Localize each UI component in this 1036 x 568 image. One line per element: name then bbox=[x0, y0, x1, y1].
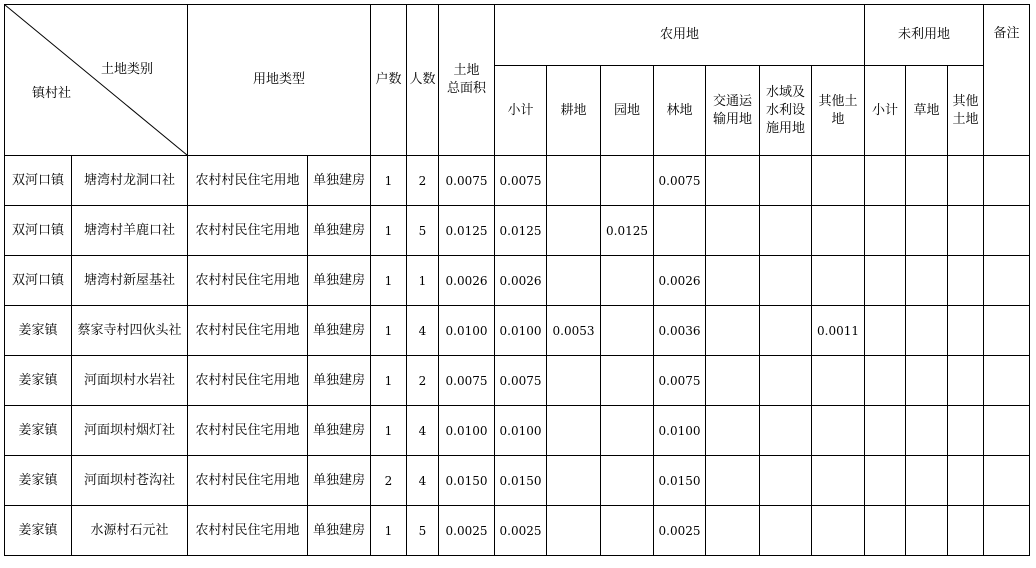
water-header-line1: 水域及 bbox=[765, 84, 805, 100]
agri-subtotal-cell: 0.0025 bbox=[495, 506, 547, 556]
transport-cell bbox=[706, 506, 760, 556]
agri-subtotal-cell: 0.0075 bbox=[495, 156, 547, 206]
build-type-cell: 单独建房 bbox=[308, 406, 371, 456]
other-unused-header-line1: 其他 bbox=[952, 93, 979, 109]
cultivated-cell bbox=[547, 456, 601, 506]
water-cell bbox=[760, 356, 812, 406]
transport-cell bbox=[706, 356, 760, 406]
water-cell bbox=[760, 306, 812, 356]
garden-cell bbox=[601, 406, 654, 456]
town-cell: 姜家镇 bbox=[5, 356, 72, 406]
forest-cell bbox=[654, 206, 706, 256]
unused-subtotal-cell bbox=[865, 506, 906, 556]
persons-cell: 4 bbox=[407, 406, 439, 456]
build-type-cell: 单独建房 bbox=[308, 256, 371, 306]
remarks-cell bbox=[984, 156, 1030, 206]
diagonal-line bbox=[5, 5, 187, 155]
forest-cell: 0.0075 bbox=[654, 356, 706, 406]
other-agri-cell bbox=[812, 356, 865, 406]
village-cell: 塘湾村新屋基社 bbox=[72, 256, 188, 306]
water-cell bbox=[760, 406, 812, 456]
transport-cell bbox=[706, 156, 760, 206]
garden-cell bbox=[601, 506, 654, 556]
build-type-cell: 单独建房 bbox=[308, 306, 371, 356]
grass-cell bbox=[906, 256, 948, 306]
build-type-cell: 单独建房 bbox=[308, 156, 371, 206]
other-agri-header-line2: 地 bbox=[831, 111, 845, 127]
agri-subtotal-cell: 0.0150 bbox=[495, 456, 547, 506]
cultivated-cell bbox=[547, 206, 601, 256]
total-area-cell: 0.0100 bbox=[439, 306, 495, 356]
garden-cell bbox=[601, 456, 654, 506]
persons-cell: 2 bbox=[407, 156, 439, 206]
other-agri-cell bbox=[812, 406, 865, 456]
table-row bbox=[5, 506, 1030, 556]
use-type-cell: 农村村民住宅用地 bbox=[188, 356, 308, 406]
water-header bbox=[760, 66, 812, 156]
total-area-header-line2: 总面积 bbox=[446, 81, 486, 96]
other-agri-cell bbox=[812, 156, 865, 206]
remarks-cell bbox=[984, 306, 1030, 356]
unused-subtotal-cell bbox=[865, 256, 906, 306]
total-area-header-line1: 土地 bbox=[453, 63, 480, 78]
transport-cell bbox=[706, 256, 760, 306]
agri-subtotal-cell: 0.0100 bbox=[495, 306, 547, 356]
garden-cell bbox=[601, 256, 654, 306]
households-cell: 1 bbox=[371, 506, 407, 556]
town-village-label: 镇村社 bbox=[32, 86, 72, 101]
grass-cell bbox=[906, 156, 948, 206]
use-type-cell: 农村村民住宅用地 bbox=[188, 456, 308, 506]
table-row bbox=[5, 306, 1030, 356]
garden-cell bbox=[601, 356, 654, 406]
other-agri-cell bbox=[812, 506, 865, 556]
town-cell: 双河口镇 bbox=[5, 156, 72, 206]
agri-subtotal-header: 小计 bbox=[495, 66, 547, 156]
other-agri-header bbox=[812, 66, 865, 156]
other-unused-cell bbox=[948, 306, 984, 356]
water-header-line3: 施用地 bbox=[765, 120, 805, 136]
diagonal-header-cell bbox=[5, 5, 188, 156]
households-cell: 1 bbox=[371, 256, 407, 306]
other-unused-cell bbox=[948, 506, 984, 556]
grass-cell bbox=[906, 356, 948, 406]
water-cell bbox=[760, 156, 812, 206]
total-area-cell: 0.0075 bbox=[439, 356, 495, 406]
table-row bbox=[5, 406, 1030, 456]
table-row bbox=[5, 456, 1030, 506]
remarks-cell bbox=[984, 356, 1030, 406]
transport-header-line2: 输用地 bbox=[712, 111, 752, 127]
village-cell: 塘湾村龙洞口社 bbox=[72, 156, 188, 206]
land-category-label: 土地类别 bbox=[101, 62, 154, 77]
total-area-header bbox=[439, 5, 495, 156]
agri-subtotal-cell: 0.0075 bbox=[495, 356, 547, 406]
other-unused-cell bbox=[948, 406, 984, 456]
village-cell: 塘湾村羊鹿口社 bbox=[72, 206, 188, 256]
households-header: 户数 bbox=[371, 5, 407, 156]
other-agri-cell bbox=[812, 456, 865, 506]
unused-subtotal-cell bbox=[865, 306, 906, 356]
build-type-cell: 单独建房 bbox=[308, 456, 371, 506]
grass-cell bbox=[906, 306, 948, 356]
grass-header: 草地 bbox=[906, 66, 948, 156]
persons-cell: 5 bbox=[407, 206, 439, 256]
other-agri-cell bbox=[812, 256, 865, 306]
unused-land-header: 未利用地 bbox=[865, 5, 984, 66]
cultivated-cell bbox=[547, 156, 601, 206]
other-unused-header bbox=[948, 66, 984, 156]
transport-header-line1: 交通运 bbox=[712, 93, 752, 109]
remarks-cell bbox=[984, 406, 1030, 456]
cultivated-cell bbox=[547, 506, 601, 556]
other-unused-header-line2: 土地 bbox=[952, 111, 979, 127]
forest-cell: 0.0150 bbox=[654, 456, 706, 506]
table-row bbox=[5, 206, 1030, 256]
other-unused-cell bbox=[948, 256, 984, 306]
persons-cell: 4 bbox=[407, 306, 439, 356]
agri-subtotal-cell: 0.0100 bbox=[495, 406, 547, 456]
garden-cell: 0.0125 bbox=[601, 206, 654, 256]
village-cell: 河面坝村烟灯社 bbox=[72, 406, 188, 456]
other-agri-cell: 0.0011 bbox=[812, 306, 865, 356]
build-type-cell: 单独建房 bbox=[308, 506, 371, 556]
grass-cell bbox=[906, 506, 948, 556]
households-cell: 2 bbox=[371, 456, 407, 506]
garden-cell bbox=[601, 156, 654, 206]
remarks-header: 备注 bbox=[984, 5, 1030, 156]
remarks-cell bbox=[984, 456, 1030, 506]
water-cell bbox=[760, 256, 812, 306]
town-cell: 双河口镇 bbox=[5, 256, 72, 306]
land-use-table bbox=[4, 4, 1030, 556]
town-cell: 姜家镇 bbox=[5, 306, 72, 356]
water-cell bbox=[760, 506, 812, 556]
transport-cell bbox=[706, 456, 760, 506]
households-cell: 1 bbox=[371, 356, 407, 406]
unused-subtotal-header: 小计 bbox=[865, 66, 906, 156]
water-cell bbox=[760, 206, 812, 256]
use-type-cell: 农村村民住宅用地 bbox=[188, 256, 308, 306]
transport-cell bbox=[706, 206, 760, 256]
remarks-cell bbox=[984, 206, 1030, 256]
village-cell: 蔡家寺村四伙头社 bbox=[72, 306, 188, 356]
cultivated-header: 耕地 bbox=[547, 66, 601, 156]
grass-cell bbox=[906, 206, 948, 256]
total-area-cell: 0.0100 bbox=[439, 406, 495, 456]
town-cell: 姜家镇 bbox=[5, 506, 72, 556]
use-type-cell: 农村村民住宅用地 bbox=[188, 506, 308, 556]
persons-cell: 5 bbox=[407, 506, 439, 556]
use-type-cell: 农村村民住宅用地 bbox=[188, 306, 308, 356]
persons-header: 人数 bbox=[407, 5, 439, 156]
remarks-cell bbox=[984, 506, 1030, 556]
total-area-cell: 0.0026 bbox=[439, 256, 495, 306]
total-area-cell: 0.0125 bbox=[439, 206, 495, 256]
agri-subtotal-cell: 0.0125 bbox=[495, 206, 547, 256]
garden-cell bbox=[601, 306, 654, 356]
forest-cell: 0.0100 bbox=[654, 406, 706, 456]
households-cell: 1 bbox=[371, 156, 407, 206]
unused-subtotal-cell bbox=[865, 206, 906, 256]
other-unused-cell bbox=[948, 206, 984, 256]
total-area-cell: 0.0025 bbox=[439, 506, 495, 556]
other-agri-cell bbox=[812, 206, 865, 256]
persons-cell: 4 bbox=[407, 456, 439, 506]
use-type-cell: 农村村民住宅用地 bbox=[188, 406, 308, 456]
town-cell: 双河口镇 bbox=[5, 206, 72, 256]
table-row bbox=[5, 256, 1030, 306]
town-cell: 姜家镇 bbox=[5, 406, 72, 456]
forest-cell: 0.0026 bbox=[654, 256, 706, 306]
cultivated-cell bbox=[547, 406, 601, 456]
agri-subtotal-cell: 0.0026 bbox=[495, 256, 547, 306]
unused-subtotal-cell bbox=[865, 456, 906, 506]
remarks-cell bbox=[984, 256, 1030, 306]
village-cell: 水源村石元社 bbox=[72, 506, 188, 556]
other-unused-cell bbox=[948, 456, 984, 506]
cultivated-cell: 0.0053 bbox=[547, 306, 601, 356]
other-unused-cell bbox=[948, 156, 984, 206]
unused-subtotal-cell bbox=[865, 156, 906, 206]
households-cell: 1 bbox=[371, 306, 407, 356]
build-type-cell: 单独建房 bbox=[308, 356, 371, 406]
use-type-cell: 农村村民住宅用地 bbox=[188, 206, 308, 256]
forest-cell: 0.0075 bbox=[654, 156, 706, 206]
forest-cell: 0.0025 bbox=[654, 506, 706, 556]
other-agri-header-line1: 其他土 bbox=[818, 93, 858, 109]
water-header-line2: 水利设 bbox=[765, 102, 805, 118]
build-type-cell: 单独建房 bbox=[308, 206, 371, 256]
forest-cell: 0.0036 bbox=[654, 306, 706, 356]
agricultural-land-header: 农用地 bbox=[495, 5, 865, 66]
persons-cell: 2 bbox=[407, 356, 439, 406]
header-row-1 bbox=[5, 5, 1030, 66]
town-cell: 姜家镇 bbox=[5, 456, 72, 506]
cultivated-cell bbox=[547, 256, 601, 306]
village-cell: 河面坝村水岩社 bbox=[72, 356, 188, 406]
water-cell bbox=[760, 456, 812, 506]
cultivated-cell bbox=[547, 356, 601, 406]
unused-subtotal-cell bbox=[865, 356, 906, 406]
use-type-cell: 农村村民住宅用地 bbox=[188, 156, 308, 206]
households-cell: 1 bbox=[371, 406, 407, 456]
table-row bbox=[5, 356, 1030, 406]
grass-cell bbox=[906, 406, 948, 456]
total-area-cell: 0.0150 bbox=[439, 456, 495, 506]
other-unused-cell bbox=[948, 356, 984, 406]
garden-header: 园地 bbox=[601, 66, 654, 156]
persons-cell: 1 bbox=[407, 256, 439, 306]
households-cell: 1 bbox=[371, 206, 407, 256]
grass-cell bbox=[906, 456, 948, 506]
unused-subtotal-cell bbox=[865, 406, 906, 456]
village-cell: 河面坝村苍沟社 bbox=[72, 456, 188, 506]
transport-cell bbox=[706, 306, 760, 356]
land-use-type-header: 用地类型 bbox=[188, 5, 371, 156]
transport-header bbox=[706, 66, 760, 156]
forest-header: 林地 bbox=[654, 66, 706, 156]
table-row bbox=[5, 156, 1030, 206]
total-area-cell: 0.0075 bbox=[439, 156, 495, 206]
transport-cell bbox=[706, 406, 760, 456]
